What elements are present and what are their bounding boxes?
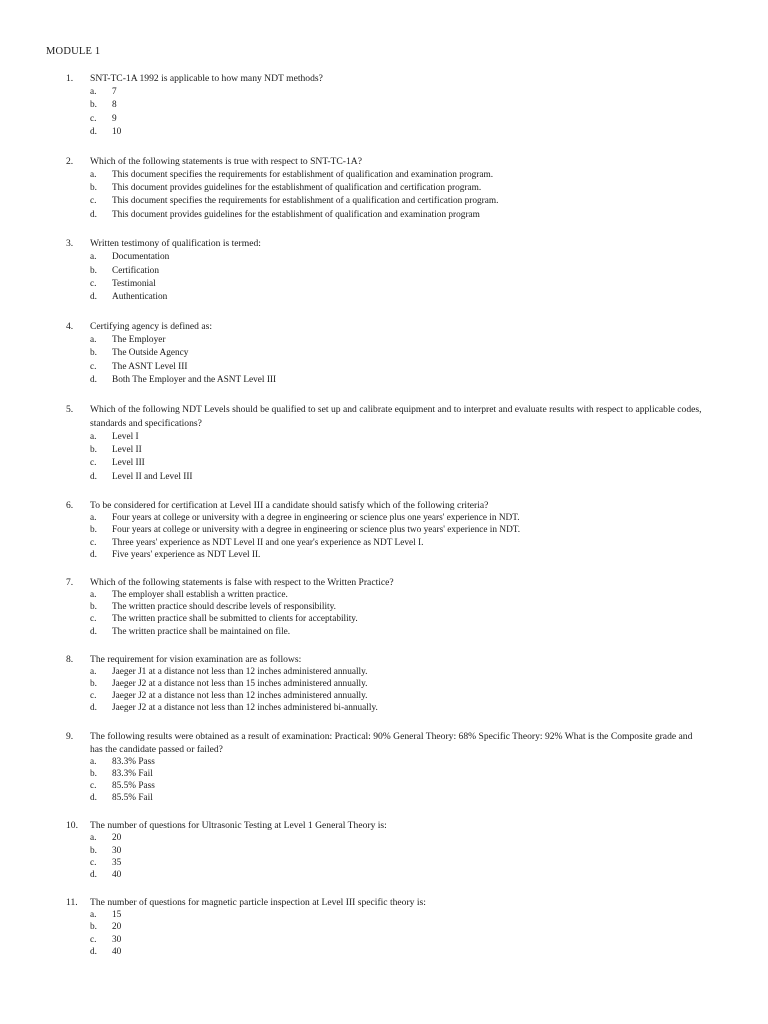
option-letter: d. — [90, 869, 97, 880]
answer-option — [0, 512, 768, 524]
option-text: Four years at college or university with a degree in engineering or science plus one years' experience in NDT. — [112, 513, 520, 524]
answer-options — [0, 334, 768, 388]
answer-option — [0, 934, 768, 946]
option-letter: d. — [90, 549, 97, 560]
answer-option — [0, 690, 768, 702]
option-letter: d. — [90, 793, 97, 804]
question-text: Certifying agency is defined as: — [90, 320, 213, 332]
option-letter: a. — [90, 756, 97, 767]
option-text: Jaeger J2 at a distance not less than 12 inches administered annually. — [112, 691, 368, 702]
answer-options — [0, 832, 768, 881]
option-text: Level II — [112, 444, 142, 455]
option-letter: a. — [90, 431, 97, 442]
option-text: 15 — [112, 910, 122, 921]
option-text: This document specifies the requirements for establishment of a qualification and certification program. — [112, 196, 499, 207]
question-number: 6. — [66, 500, 74, 512]
question-text: SNT-TC-1A 1992 is applicable to how many NDT methods? — [90, 73, 323, 84]
question-row — [0, 576, 768, 589]
option-letter: d. — [90, 292, 97, 303]
answer-option — [0, 549, 768, 561]
answer-option — [0, 589, 768, 601]
module-title: MODULE 1 — [46, 46, 101, 57]
option-text: 20 — [112, 922, 122, 933]
answer-option — [0, 99, 768, 112]
question-text: The requirement for vision examination are as follows: — [90, 653, 302, 665]
question-text: To be considered for certification at Level III a candidate should satisfy which of the following criteria? — [90, 500, 489, 512]
question-number: 8. — [66, 653, 74, 665]
option-text: Level II and Level III — [112, 471, 193, 482]
option-text: 83.3% Pass — [112, 756, 155, 767]
answer-option — [0, 792, 768, 804]
question-text: Written testimony of qualification is termed: — [90, 238, 261, 250]
option-letter: a. — [90, 833, 97, 844]
question-item — [0, 499, 768, 561]
answer-option — [0, 209, 768, 222]
question-number: 3. — [66, 238, 74, 250]
question-number: 5. — [66, 403, 74, 415]
question-text: The number of questions for Ultrasonic Testing at Level 1 General Theory is: — [90, 820, 387, 832]
answer-option — [0, 113, 768, 126]
question-item — [0, 730, 768, 805]
option-letter: d. — [90, 946, 97, 957]
option-text: 83.3% Fail — [112, 768, 153, 779]
answer-option — [0, 251, 768, 264]
answer-option — [0, 182, 768, 195]
option-letter: a. — [90, 334, 97, 345]
answer-option — [0, 291, 768, 304]
option-text: 20 — [112, 833, 122, 844]
question-number: 4. — [66, 320, 74, 332]
answer-option — [0, 278, 768, 291]
option-letter: c. — [90, 458, 97, 469]
question-text: Which of the following NDT Levels should be qualified to set up and calibrate equipment and to interpret and evaluate results with respect to applicable codes, standards and specifications? — [90, 403, 702, 429]
answer-options — [0, 431, 768, 485]
question-number: 7. — [66, 576, 74, 588]
question-text: Which of the following statements is false with respect to the Written Practice? — [90, 576, 394, 588]
question-row — [0, 237, 768, 251]
option-letter: a. — [90, 666, 97, 677]
answer-option — [0, 126, 768, 139]
option-text: Five years' experience as NDT Level II. — [112, 549, 261, 560]
option-letter: c. — [90, 691, 97, 702]
option-text: Four years at college or university with a degree in engineering or science plus two years' experience in NDT. — [112, 525, 521, 536]
answer-options — [0, 86, 768, 140]
option-letter: a. — [90, 589, 97, 600]
option-letter: a. — [90, 513, 97, 524]
question-row — [0, 653, 768, 666]
answer-option — [0, 921, 768, 933]
answer-option — [0, 601, 768, 613]
answer-options — [0, 512, 768, 561]
option-letter: b. — [90, 768, 97, 779]
answer-options — [0, 909, 768, 958]
question-row — [0, 730, 768, 756]
option-letter: c. — [90, 361, 97, 372]
option-text: Level I — [112, 431, 139, 442]
option-text: The Employer — [112, 334, 166, 345]
option-text: This document provides guidelines for the establishment of qualification and certification program. — [112, 183, 482, 194]
option-letter: c. — [90, 537, 97, 548]
option-letter: a. — [90, 252, 97, 263]
answer-option — [0, 613, 768, 625]
answer-option — [0, 845, 768, 857]
option-letter: b. — [90, 845, 97, 856]
answer-option — [0, 431, 768, 444]
option-text: Certification — [112, 265, 159, 276]
option-text: 7 — [112, 87, 117, 97]
answer-options — [0, 169, 768, 223]
option-text: Three years' experience as NDT Level II and one year's experience as NDT Level I. — [112, 537, 424, 548]
answer-options — [0, 666, 768, 715]
answer-option — [0, 457, 768, 470]
option-text: 10 — [112, 127, 122, 138]
option-text: Testimonial — [112, 279, 156, 290]
option-letter: a. — [90, 87, 97, 97]
option-letter: b. — [90, 348, 97, 359]
option-letter: c. — [90, 857, 97, 868]
question-item — [0, 819, 768, 881]
option-text: The written practice shall be submitted to clients for acceptability. — [112, 614, 358, 625]
option-text: Jaeger J2 at a distance not less than 12 inches administered bi-annually. — [112, 703, 378, 714]
question-text: The number of questions for magnetic particle inspection at Level III specific theory is: — [90, 897, 426, 909]
question-item — [0, 237, 768, 305]
question-number: 9. — [66, 730, 74, 742]
option-text: 30 — [112, 845, 122, 856]
answer-option — [0, 361, 768, 374]
option-letter: b. — [90, 678, 97, 689]
option-text: Documentation — [112, 252, 170, 263]
answer-option — [0, 909, 768, 921]
answer-option — [0, 86, 768, 99]
option-letter: d. — [90, 375, 97, 386]
option-letter: a. — [90, 910, 97, 921]
question-item — [0, 576, 768, 638]
option-text: 85.5% Fail — [112, 793, 153, 804]
option-letter: b. — [90, 265, 97, 276]
option-letter: c. — [90, 934, 97, 945]
option-letter: d. — [90, 703, 97, 714]
question-row — [0, 819, 768, 832]
question-row — [0, 896, 768, 909]
answer-option — [0, 334, 768, 347]
option-text: This document provides guidelines for the establishment of qualification and examination program — [112, 209, 480, 220]
answer-option — [0, 374, 768, 387]
option-letter: b. — [90, 100, 97, 111]
option-text: The ASNT Level III — [112, 361, 188, 372]
question-number: 2. — [66, 155, 74, 167]
option-letter: a. — [90, 169, 97, 180]
option-letter: c. — [90, 113, 97, 124]
option-text: 8 — [112, 100, 117, 111]
answer-option — [0, 768, 768, 780]
option-text: The written practice shall be maintained on file. — [112, 626, 291, 637]
option-letter: d. — [90, 127, 97, 138]
option-text: Both The Employer and the ASNT Level III — [112, 375, 277, 386]
question-item — [0, 653, 768, 715]
option-letter: b. — [90, 444, 97, 455]
question-number: 1. — [66, 73, 74, 84]
option-letter: b. — [90, 525, 97, 536]
option-text: 9 — [112, 113, 117, 124]
question-item — [0, 896, 768, 958]
answer-option — [0, 780, 768, 792]
question-item — [0, 155, 768, 223]
answer-option — [0, 537, 768, 549]
option-letter: b. — [90, 602, 97, 613]
option-text: This document specifies the requirements for establishment of qualification and examination program. — [112, 169, 494, 180]
option-text: Jaeger J2 at a distance not less than 15 inches administered annually. — [112, 678, 368, 689]
answer-option — [0, 946, 768, 958]
answer-option — [0, 444, 768, 457]
option-text: 85.5% Pass — [112, 780, 155, 791]
answer-option — [0, 195, 768, 208]
question-list — [0, 72, 768, 973]
option-text: 40 — [112, 869, 122, 880]
option-text: 30 — [112, 934, 122, 945]
answer-option — [0, 678, 768, 690]
question-item — [0, 320, 768, 388]
option-text: Jaeger J1 at a distance not less than 12 inches administered annually. — [112, 666, 368, 677]
answer-option — [0, 265, 768, 278]
option-letter: c. — [90, 279, 97, 290]
option-text: The Outside Agency — [112, 348, 189, 359]
option-letter: c. — [90, 780, 97, 791]
answer-option — [0, 756, 768, 768]
answer-option — [0, 347, 768, 360]
answer-option — [0, 626, 768, 638]
answer-option — [0, 702, 768, 714]
option-text: Level III — [112, 458, 145, 469]
option-letter: b. — [90, 183, 97, 194]
option-letter: b. — [90, 922, 97, 933]
answer-option — [0, 869, 768, 881]
answer-option — [0, 666, 768, 678]
answer-options — [0, 251, 768, 305]
option-text: Authentication — [112, 292, 168, 303]
question-number: 11. — [66, 897, 78, 909]
question-row — [0, 403, 768, 431]
answer-options — [0, 756, 768, 805]
answer-option — [0, 169, 768, 182]
option-text: The written practice should describe levels of responsibility. — [112, 602, 337, 613]
option-letter: c. — [90, 614, 97, 625]
option-letter: c. — [90, 196, 97, 207]
question-item — [0, 72, 768, 140]
answer-options — [0, 589, 768, 638]
answer-option — [0, 857, 768, 869]
option-letter: d. — [90, 626, 97, 637]
question-text: Which of the following statements is true with respect to SNT-TC-1A? — [90, 155, 362, 167]
option-text: 40 — [112, 946, 122, 957]
option-text: The employer shall establish a written practice. — [112, 589, 288, 600]
answer-option — [0, 471, 768, 484]
question-number: 10. — [66, 820, 78, 832]
question-row — [0, 155, 768, 169]
question-row — [0, 320, 768, 334]
answer-option — [0, 832, 768, 844]
question-row — [0, 72, 768, 86]
question-row — [0, 499, 768, 512]
question-text: The following results were obtained as a result of examination: Practical: 90% General Theory: 68% Specific Theory: 92% What is the Composite grade and has the candidate passed or failed? — [90, 730, 693, 755]
option-letter: d. — [90, 471, 97, 482]
option-letter: d. — [90, 209, 97, 220]
option-text: 35 — [112, 857, 122, 868]
question-item — [0, 403, 768, 485]
answer-option — [0, 524, 768, 536]
